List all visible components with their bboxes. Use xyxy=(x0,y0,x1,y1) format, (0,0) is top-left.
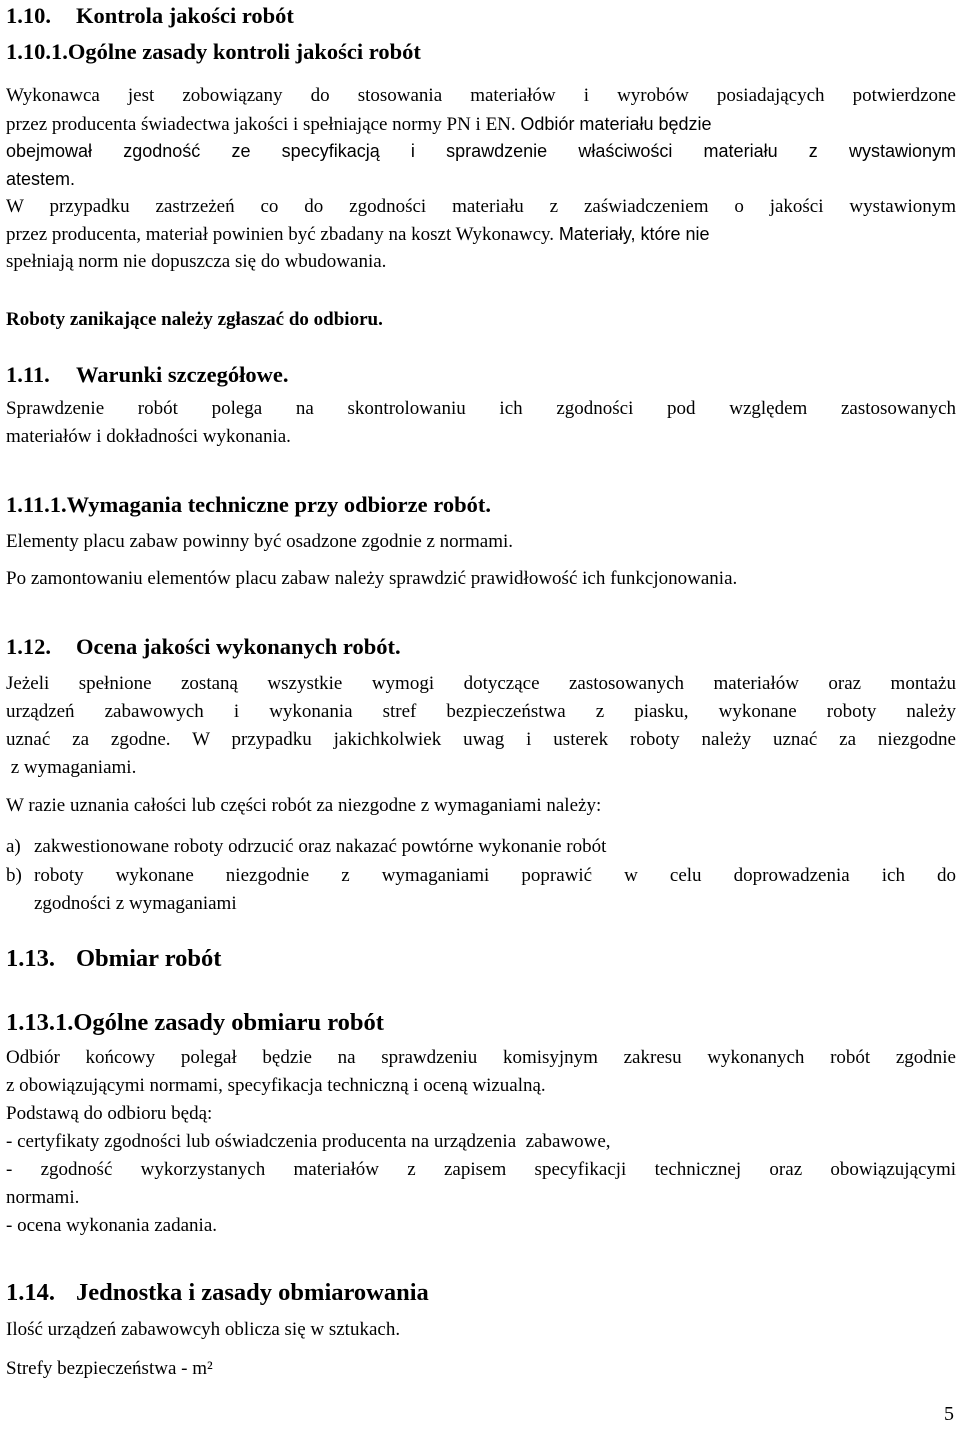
paragraph-line: - zgodność wykorzystanych materiałów z zapisem specyfikacji technicznej oraz obowiązującymi xyxy=(6,1159,956,1180)
paragraph-line: przez producenta, materiał powinien być zbadany na koszt Wykonawcy. Materiały, które nie xyxy=(6,224,710,245)
paragraph-line: z wymaganiami. xyxy=(6,757,137,778)
paragraph-line: W razie uznania całości lub części robót za niezgodne z wymaganiami należy: xyxy=(6,795,602,816)
paragraph-line: - ocena wykonania zadania. xyxy=(6,1215,218,1236)
paragraph-line: urządzeń zabawowych i wykonania stref bezpieczeństwa z piasku, wykonane roboty należy xyxy=(6,701,956,722)
heading-1-11: 1.11. Warunki szczegółowe. xyxy=(6,362,289,387)
paragraph-line: Wykonawca jest zobowiązany do stosowania materiałów i wyrobów posiadających potwierdzone xyxy=(6,85,956,106)
list-item-b-continuation: zgodności z wymaganiami xyxy=(34,893,237,914)
paragraph-line: uznać za zgodne. W przypadku jakichkolwiek uwag i usterek roboty należy uznać za niezgodne xyxy=(6,729,956,750)
heading-1-14: 1.14. Jednostka i zasady obmiarowania xyxy=(6,1279,429,1306)
list-item-b: b) roboty wykonane niezgodnie z wymaganiami poprawić w celu doprowadzenia ich do xyxy=(6,865,956,886)
paragraph-line: Sprawdzenie robót polega na skontrolowaniu ich zgodności pod względem zastosowanych xyxy=(6,398,956,419)
note-roboty-zanikajace: Roboty zanikające należy zgłaszać do odbioru. xyxy=(6,309,383,330)
paragraph-line: - certyfikaty zgodności lub oświadczenia producenta na urządzenia zabawowe, xyxy=(6,1131,611,1152)
heading-1-10: 1.10. Kontrola jakości robót xyxy=(6,3,294,28)
paragraph-line: przez producenta świadectwa jakości i spełniające normy PN i EN. Odbiór materiału będzie xyxy=(6,114,712,135)
paragraph-line: obejmował zgodność ze specyfikacją i sprawdzenie właściwości materiału z wystawionym xyxy=(6,141,956,161)
heading-1-10-1: 1.10.1.Ogólne zasady kontroli jakości robót xyxy=(6,39,421,64)
paragraph-line: Jeżeli spełnione zostaną wszystkie wymogi dotyczące zastosowanych materiałów oraz montażu xyxy=(6,673,956,694)
list-item-a: a) zakwestionowane roboty odrzucić oraz nakazać powtórne wykonanie robót xyxy=(6,836,607,857)
paragraph-line: Strefy bezpieczeństwa - m² xyxy=(6,1358,213,1379)
paragraph-line: z obowiązującymi normami, specyfikacja techniczną i oceną wizualną. xyxy=(6,1075,546,1096)
paragraph-line: Ilość urządzeń zabawowcyh oblicza się w sztukach. xyxy=(6,1319,401,1340)
paragraph-line: W przypadku zastrzeżeń co do zgodności materiału z zaświadczeniem o jakości wystawionym xyxy=(6,196,956,217)
heading-1-13-1: 1.13.1.Ogólne zasady obmiaru robót xyxy=(6,1009,384,1036)
paragraph-line: Po zamontowaniu elementów placu zabaw należy sprawdzić prawidłowość ich funkcjonowania. xyxy=(6,568,738,589)
heading-1-11-1: 1.11.1.Wymagania techniczne przy odbiorze robót. xyxy=(6,492,491,517)
heading-1-12: 1.12. Ocena jakości wykonanych robót. xyxy=(6,634,401,659)
paragraph-line: Elementy placu zabaw powinny być osadzone zgodnie z normami. xyxy=(6,531,514,552)
heading-1-13: 1.13. Obmiar robót xyxy=(6,945,222,972)
paragraph-line: normami. xyxy=(6,1187,80,1208)
paragraph-line: atestem. xyxy=(6,169,76,189)
paragraph-line: Odbiór końcowy polegał będzie na sprawdzeniu komisyjnym zakresu wykonanych robót zgodnie xyxy=(6,1047,956,1068)
page-number: 5 xyxy=(944,1403,954,1425)
paragraph-line: Podstawą do odbioru będą: xyxy=(6,1103,213,1124)
paragraph-line: materiałów i dokładności wykonania. xyxy=(6,426,291,447)
paragraph-line: spełniają norm nie dopuszcza się do wbudowania. xyxy=(6,251,387,272)
